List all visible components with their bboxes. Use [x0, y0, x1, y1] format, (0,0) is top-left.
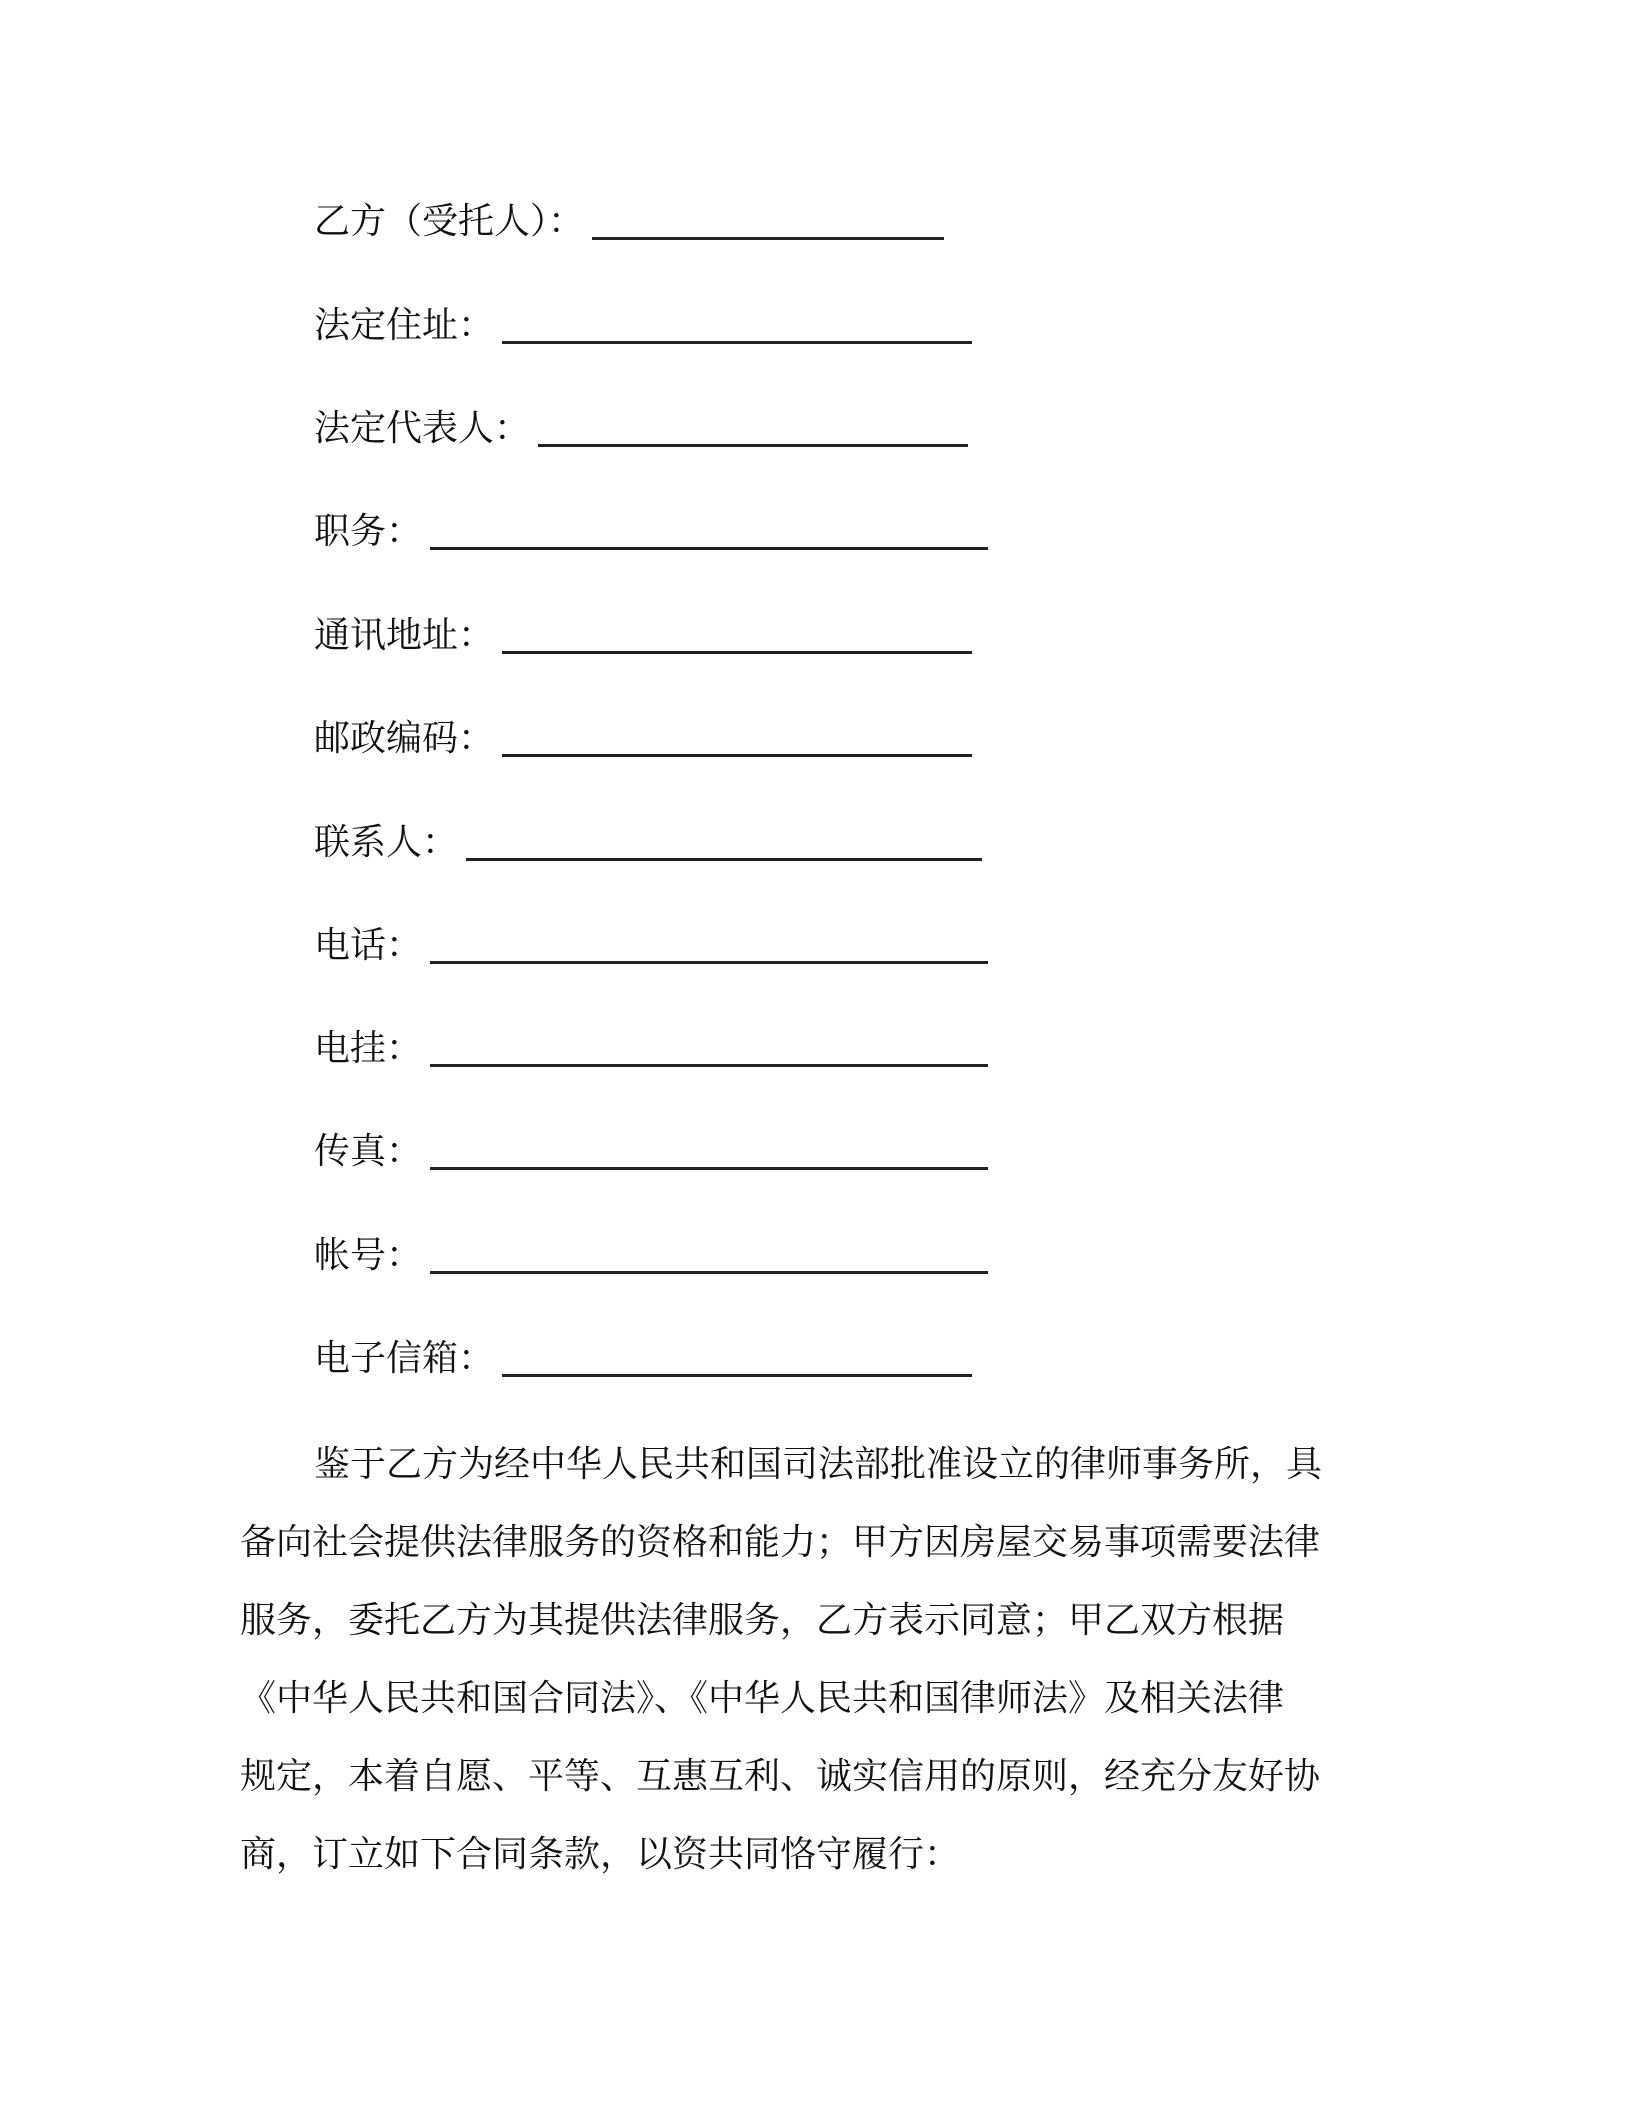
legal-address-label: 法定住址： — [314, 305, 495, 346]
phone-label: 电话： — [314, 925, 423, 966]
preamble-line: 鉴于乙方为经中华人民共和国司法部批准设立的律师事务所，具 — [314, 1444, 1323, 1485]
preamble-line: 《中华人民共和国合同法》、《中华人民共和国律师法》及相关法律 — [240, 1678, 1285, 1719]
telegraph-field — [314, 1017, 988, 1073]
contact-person-label: 联系人： — [314, 822, 459, 863]
phone-field — [314, 914, 988, 970]
legal-address-field — [314, 294, 972, 350]
fax-blank[interactable] — [430, 1133, 988, 1170]
fax-label: 传真： — [314, 1131, 423, 1172]
preamble-line: 备向社会提供法律服务的资格和能力；甲方因房屋交易事项需要法律 — [240, 1522, 1321, 1563]
party-b-field — [314, 190, 944, 246]
position-label: 职务： — [314, 511, 423, 552]
party-b-label: 乙方（受托人）： — [314, 201, 585, 242]
email-label: 电子信箱： — [314, 1338, 495, 1379]
preamble-line: 规定，本着自愿、平等、互惠互利、诚实信用的原则，经充分友好协 — [240, 1756, 1321, 1797]
preamble-line: 服务，委托乙方为其提供法律服务，乙方表示同意；甲乙双方根据 — [240, 1600, 1285, 1641]
mailing-address-label: 通讯地址： — [314, 615, 495, 656]
telegraph-label: 电挂： — [314, 1028, 423, 1069]
contact-person-blank[interactable] — [466, 824, 982, 861]
postal-code-field — [314, 707, 972, 763]
fax-field — [314, 1120, 988, 1176]
position-field — [314, 500, 988, 556]
legal-representative-field — [314, 397, 968, 453]
party-b-blank[interactable] — [592, 203, 944, 240]
position-blank[interactable] — [430, 513, 988, 550]
telegraph-blank[interactable] — [430, 1030, 988, 1067]
preamble-line: 商，订立如下合同条款，以资共同恪守履行： — [240, 1834, 961, 1875]
account-number-label: 帐号： — [314, 1235, 423, 1276]
account-number-blank[interactable] — [430, 1237, 988, 1274]
email-field — [314, 1327, 972, 1383]
email-blank[interactable] — [502, 1340, 972, 1377]
mailing-address-field — [314, 604, 972, 660]
postal-code-blank[interactable] — [502, 720, 972, 757]
preamble-paragraph — [240, 1426, 1352, 1894]
contact-person-field — [314, 811, 982, 867]
account-number-field — [314, 1224, 988, 1280]
legal-address-blank[interactable] — [502, 307, 972, 344]
legal-representative-label: 法定代表人： — [314, 408, 531, 449]
phone-blank[interactable] — [430, 927, 988, 964]
postal-code-label: 邮政编码： — [314, 718, 495, 759]
legal-representative-blank[interactable] — [538, 410, 968, 447]
mailing-address-blank[interactable] — [502, 617, 972, 654]
